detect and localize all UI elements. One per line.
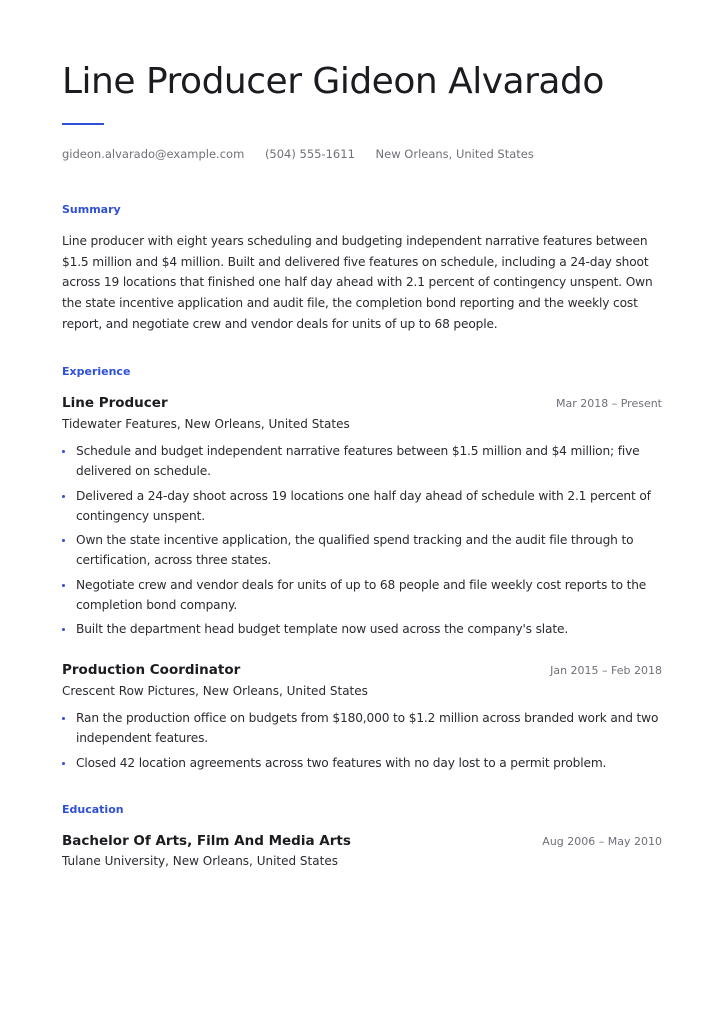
job-bullet: Closed 42 location agreements across two features with no day lost to a permit problem.: [62, 753, 662, 773]
job-bullet: Delivered a 24-day shoot across 19 locations one half day ahead of schedule with 2.1 percent of contingency unspent.: [62, 486, 662, 526]
contact-email[interactable]: gideon.alvarado@example.com: [62, 147, 245, 161]
summary-heading: Summary: [62, 203, 121, 216]
job-bullet: Schedule and budget independent narrative features between $1.5 million and $4 million; five delivered on schedule.: [62, 441, 662, 481]
job-bullet: Built the department head budget template now used across the company's slate.: [62, 619, 662, 639]
job-bullet-list: [62, 708, 662, 777]
job-bullet: Negotiate crew and vendor deals for units of up to 68 people and file weekly cost reports to the completion bond company.: [62, 575, 662, 615]
candidate-name: Line Producer Gideon Alvarado: [62, 61, 604, 102]
school-name: Tulane University, New Orleans, United States: [62, 854, 338, 868]
job-bullet-list: [62, 441, 662, 644]
education-dates: Aug 2006 – May 2010: [542, 835, 662, 848]
job-title: Production Coordinator: [62, 662, 241, 678]
accent-divider: [62, 123, 104, 125]
job-bullet: Ran the production office on budgets from $180,000 to $1.2 million across branded work and two independent features.: [62, 708, 662, 748]
job-organization: Tidewater Features, New Orleans, United States: [62, 417, 350, 431]
contact-phone[interactable]: (504) 555-1611: [264, 147, 355, 161]
education-heading: Education: [62, 803, 124, 816]
summary-text: Line producer with eight years scheduling and budgeting independent narrative features between $1.5 million and $4 million. Built and delivered five features on schedule, including a 24-day shoot across 19 locations that finished one half day ahead with 2.1 percent of contingency unspent. Own the state incentive application and audit file, the completion bond reporting and the weekly cost report, and negotiate crew and vendor deals for units of up to 68 people.: [62, 234, 653, 331]
job-bullet: Own the state incentive application, the qualified spend tracking and the audit file through to certification, across three states.: [62, 530, 662, 570]
job-dates: Jan 2015 – Feb 2018: [550, 664, 662, 677]
contact-location: New Orleans, United States: [375, 147, 534, 161]
job-dates: Mar 2018 – Present: [555, 397, 662, 410]
job-organization: Crescent Row Pictures, New Orleans, United States: [62, 684, 368, 698]
experience-heading: Experience: [62, 365, 131, 378]
contact-line: [62, 146, 551, 162]
job-title: Line Producer: [62, 395, 168, 411]
degree-title: Bachelor Of Arts, Film And Media Arts: [62, 833, 351, 849]
